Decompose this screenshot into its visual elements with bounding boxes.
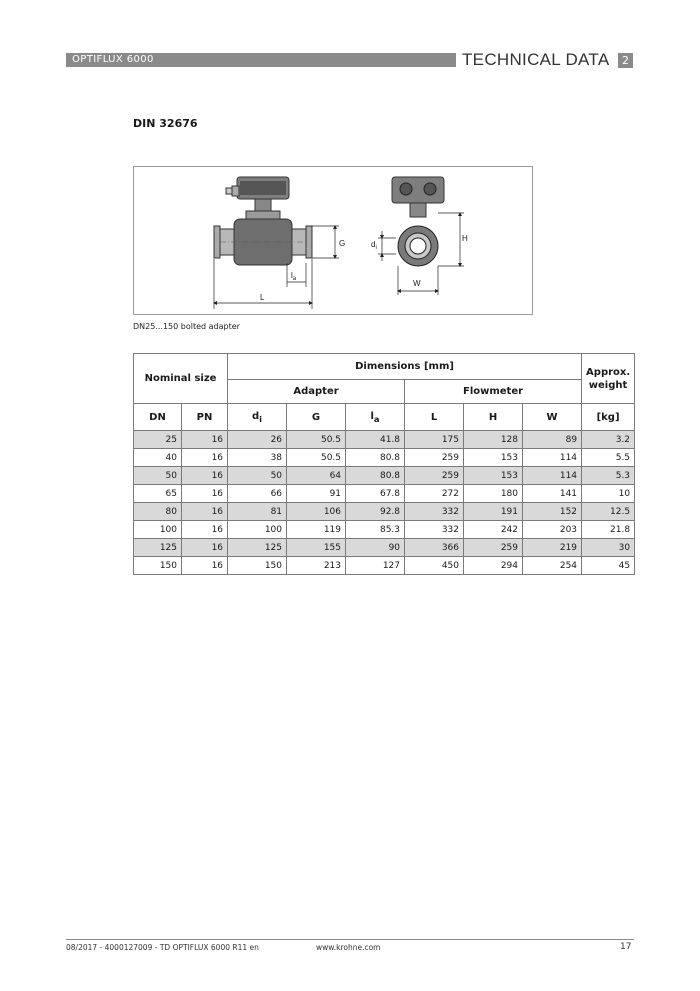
- table-row: 25 16 26 50.5 41.8 175 128 89 3.2: [134, 431, 635, 449]
- header-product-name: OPTIFLUX 6000: [72, 54, 154, 65]
- table-row: 100 16 100 119 85.3 332 242 203 21.8: [134, 521, 635, 539]
- dimensions-table: [133, 353, 635, 575]
- page-title: DIN 32676: [133, 117, 198, 130]
- label-L: L: [260, 293, 265, 302]
- dimensions-table-body: [134, 431, 635, 575]
- header-chapter-number: 2: [618, 53, 633, 68]
- table-row: 150 16 150 213 127 450 294 254 45: [134, 557, 635, 575]
- table-row: 125 16 125 155 90 366 259 219 30: [134, 539, 635, 557]
- col-dn: DN: [134, 404, 182, 431]
- footer-page-number: 17: [620, 942, 632, 952]
- col-h: H: [464, 404, 523, 431]
- table-row: 80 16 81 106 92.8 332 191 152 12.5: [134, 503, 635, 521]
- col-w: W: [523, 404, 582, 431]
- label-di-sub: i: [375, 245, 377, 251]
- header-dimensions: Dimensions [mm]: [228, 354, 582, 380]
- header-approx-weight: Approx. weight: [582, 354, 635, 404]
- table-row: 65 16 66 91 67.8 272 180 141 10: [134, 485, 635, 503]
- table-row: 40 16 38 50.5 80.8 259 153 114 5.5: [134, 449, 635, 467]
- label-di-main: d: [371, 240, 376, 249]
- col-di: $d_i$: [228, 404, 287, 431]
- footer-website-link[interactable]: www.krohne.com: [316, 943, 381, 952]
- col-g: G: [287, 404, 346, 431]
- footer-document-id: 08/2017 - 4000127009 - TD OPTIFLUX 6000 R11 en: [66, 943, 259, 952]
- svg-text:la: [291, 271, 297, 282]
- label-W: W: [413, 279, 421, 288]
- col-pn: PN: [182, 404, 228, 431]
- label-G: G: [339, 239, 346, 248]
- header-adapter: Adapter: [228, 380, 405, 404]
- label-la-main: l: [291, 271, 293, 280]
- label-la-sub: a: [292, 276, 297, 282]
- header-flowmeter: Flowmeter: [405, 380, 582, 404]
- figure-caption: DN25...150 bolted adapter: [133, 322, 240, 331]
- svg-text:di: [371, 240, 377, 251]
- footer-divider: [66, 939, 634, 940]
- col-la: $l_a$: [346, 404, 405, 431]
- side-view-drawing: [213, 177, 345, 309]
- label-H: H: [462, 234, 468, 243]
- col-kg: [kg]: [582, 404, 635, 431]
- col-l: L: [405, 404, 464, 431]
- header-nominal-size: Nominal size: [134, 354, 228, 404]
- header-section-title: TECHNICAL DATA: [462, 50, 610, 69]
- front-view-drawing: [371, 177, 468, 295]
- table-row: 50 16 50 64 80.8 259 153 114 5.3: [134, 467, 635, 485]
- dimension-drawing: [133, 166, 533, 315]
